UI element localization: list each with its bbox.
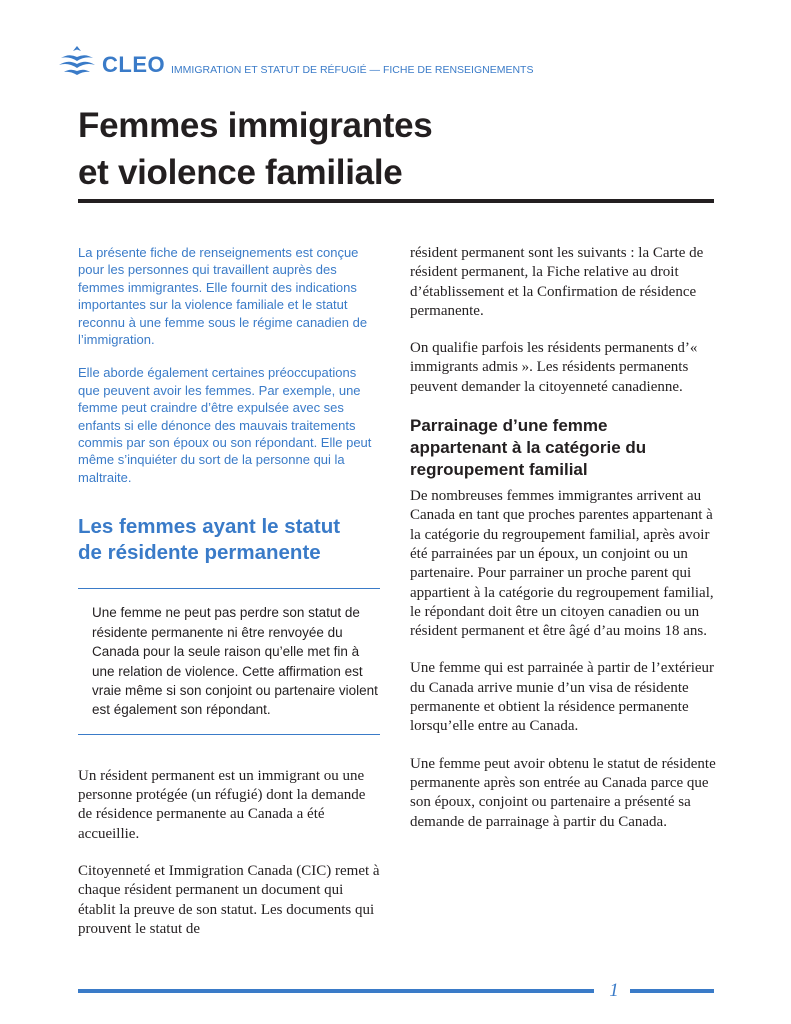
subheading-line-1: Parrainage d’une femme bbox=[410, 416, 608, 436]
title-line-2: et violence familiale bbox=[78, 153, 403, 192]
page-title bbox=[78, 102, 678, 196]
document-header bbox=[57, 44, 577, 80]
callout-box bbox=[78, 588, 380, 734]
section-heading-permanent-residents bbox=[78, 514, 380, 566]
body-paragraph: De nombreuses femmes immigrantes arrivent au Canada en tant que proches parentes appartenant à la catégorie du regroupement familial, après avoir été parrainées par un époux, un conjoint ou un partenaire. Pour parrainer un proche parent qui appartient à la catégorie du regroupement familial, le répondant doit être un citoyen canadien ou un résident permanent et être âgé d’au moins 18 ans. bbox=[410, 488, 714, 640]
subheading-line-2: appartenant à la catégorie du bbox=[410, 438, 647, 458]
intro-paragraph-2: Elle aborde également certaines préoccupations que peuvent avoir les femmes. Par exemple, une femme peut craindre d’être expulsée avec ses enfants si elle dénonce des mauvais traitements commis par son époux ou son répondant. Elle peut même s’inquiéter du sort de la personne qui la maltraite. bbox=[78, 365, 372, 485]
title-divider bbox=[78, 199, 714, 203]
callout-text: Une femme ne peut pas perdre son statut de résidente permanente ni être renvoyée du Canada pour la seule raison qu’elle met fin à une relation de violence. Cette affirmation est vraie même si son conjoint ou partenaire violent est également son répondant. bbox=[92, 605, 378, 718]
body-paragraph: Une femme qui est parrainée à partir de l’extérieur du Canada arrive munie d’un visa de résidente permanente et obtient la résidence permanente lorsqu’elle entre au Canada. bbox=[410, 660, 715, 735]
subheading-line-3: regroupement familial bbox=[410, 460, 588, 480]
section-heading-line-1: Les femmes ayant le statut bbox=[78, 515, 341, 539]
cleo-logo-icon bbox=[57, 44, 97, 83]
body-paragraph: résident permanent sont les suivants : la Carte de résident permanent, la Fiche relative au droit d’établissement et la Confirmation de résidence permanente. bbox=[410, 245, 704, 319]
left-body-text bbox=[78, 767, 380, 939]
body-paragraph: Un résident permanent est un immigrant ou une personne protégée (un réfugié) dont la demande de résidence permanente au Canada a été accueillie. bbox=[78, 767, 366, 842]
left-column bbox=[78, 244, 380, 957]
body-paragraph: Une femme peut avoir obtenu le statut de résidente permanente après son entrée au Canada parce que son époux, conjoint ou partenaire a présenté sa demande de parrainage à partir du Canada. bbox=[410, 755, 716, 830]
intro-paragraph-1: La présente fiche de renseignements est conçue pour les personnes qui travaillent auprès des femmes immigrantes. Elle fournit des indications importantes sur la violence familiale et le statut reconnu à une femme sous le régime canadien de l’immigration. bbox=[78, 245, 368, 348]
title-line-1: Femmes immigrantes bbox=[78, 106, 433, 145]
footer-rule-left bbox=[78, 989, 594, 993]
right-column bbox=[410, 244, 716, 850]
section-heading-sponsorship bbox=[410, 415, 716, 481]
footer-rule-right bbox=[630, 989, 714, 993]
body-paragraph: Citoyenneté et Immigration Canada (CIC) remet à chaque résident permanent un document qui établit la preuve de son statut. Les documents qui prouvent le statut de bbox=[78, 862, 380, 937]
section-heading-line-2: de résidente permanente bbox=[78, 541, 321, 565]
body-paragraph: On qualifie parfois les résidents permanents d’« immigrants admis ». Les résidents permanents peuvent demander la citoyenneté canadienne. bbox=[410, 340, 698, 395]
logo-wordmark: CLEO bbox=[102, 52, 166, 77]
page-number: 1 bbox=[609, 980, 619, 1001]
intro-block bbox=[78, 244, 380, 486]
header-subtitle: IMMIGRATION ET STATUT DE RÉFUGIÉ — FICHE DE RENSEIGNEMENTS bbox=[171, 64, 534, 76]
